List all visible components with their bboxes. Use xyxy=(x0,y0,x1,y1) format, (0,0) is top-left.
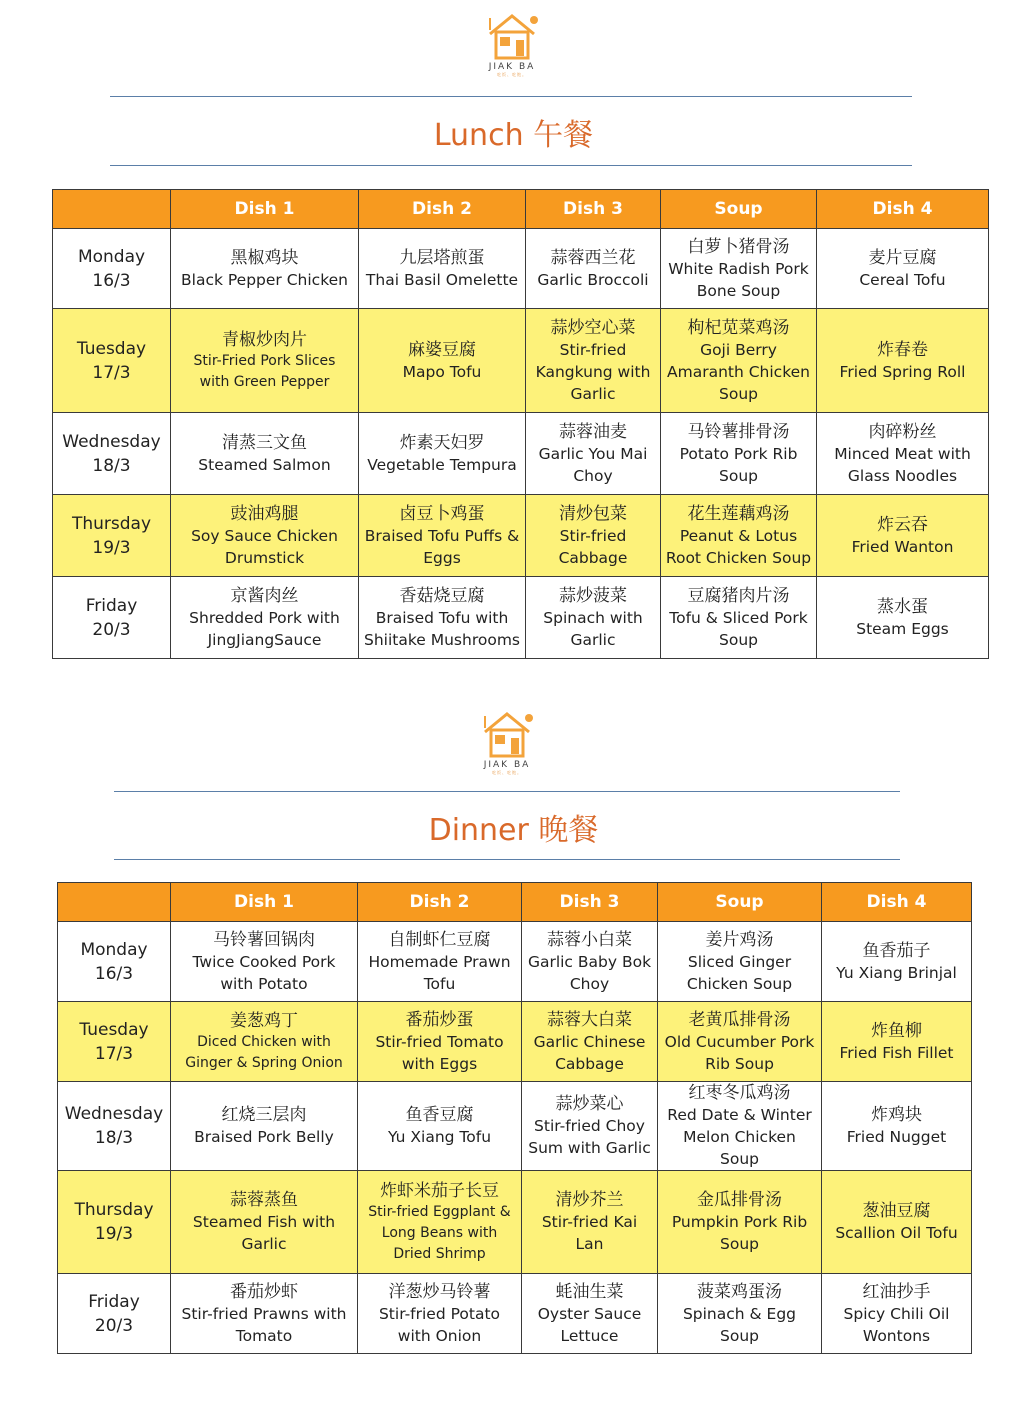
dish-cell xyxy=(171,495,359,577)
dish-name-chinese: 蒸水蛋 xyxy=(877,596,928,617)
dish-cell xyxy=(817,229,989,309)
dish-name-chinese: 马铃薯回锅肉 xyxy=(213,929,315,950)
day-date: 17/3 xyxy=(94,1043,134,1064)
dish-name-chinese: 清炒包菜 xyxy=(559,503,627,524)
column-header: Dish 4 xyxy=(817,190,989,229)
dish-cell xyxy=(359,413,526,495)
column-header: Soup xyxy=(661,190,817,229)
dish-cell xyxy=(171,1171,358,1274)
brand-logo xyxy=(467,708,547,776)
dish-name-english: Red Date & Winter Melon Chicken Soup xyxy=(667,1106,812,1168)
dish-name-chinese: 豉油鸡腿 xyxy=(230,503,299,524)
dish-cell xyxy=(358,1171,522,1274)
dish-name-chinese: 葱油豆腐 xyxy=(862,1201,931,1221)
day-cell xyxy=(58,922,171,1002)
dish-name-english: Garlic You Mai Choy xyxy=(538,444,648,485)
dish-name-english: Sliced Ginger Chicken Soup xyxy=(686,952,793,993)
dish-name-chinese: 肉碎粉丝 xyxy=(868,421,937,442)
dish-name-chinese: 枸杞苋菜鸡汤 xyxy=(687,317,790,338)
dish-cell xyxy=(171,577,359,659)
table-header-row xyxy=(58,883,972,922)
dish-name-chinese: 九层塔煎蛋 xyxy=(399,247,485,268)
dish-cell xyxy=(822,1171,972,1274)
dish-name-chinese: 红烧三层肉 xyxy=(221,1105,307,1125)
dish-cell xyxy=(171,1082,358,1171)
dish-name-chinese: 炸云吞 xyxy=(877,514,928,535)
dish-cell xyxy=(822,1002,972,1082)
dish-name-chinese: 花生莲藕鸡汤 xyxy=(687,503,790,524)
dish-cell xyxy=(522,1082,658,1171)
dish-cell xyxy=(358,1274,522,1354)
column-header: Dish 4 xyxy=(822,883,972,922)
dish-cell xyxy=(661,309,817,413)
day-date: 18/3 xyxy=(94,1128,134,1148)
column-header: Dish 1 xyxy=(171,190,359,229)
divider xyxy=(110,96,912,97)
dish-name-chinese: 黑椒鸡块 xyxy=(230,247,299,268)
dish-cell xyxy=(658,922,822,1002)
day-name: Monday xyxy=(77,246,146,267)
dish-name-english: Yu Xiang Tofu xyxy=(387,1128,492,1146)
menu-row xyxy=(58,1171,972,1274)
menu-row xyxy=(53,309,989,413)
dish-cell xyxy=(359,577,526,659)
column-header: Dish 3 xyxy=(526,190,661,229)
dish-name-english: White Radish Pork Bone Soup xyxy=(668,259,809,300)
dish-name-chinese: 鱼香豆腐 xyxy=(405,1105,474,1125)
dish-name-chinese: 姜葱鸡丁 xyxy=(230,1010,298,1031)
column-header: Dish 2 xyxy=(359,190,526,229)
dish-name-english: Spinach with Garlic xyxy=(543,608,643,649)
brand-name: JIAK BA xyxy=(488,62,536,72)
dish-cell xyxy=(526,309,661,413)
dish-name-chinese: 炸虾米茄子长豆 xyxy=(380,1180,499,1201)
dish-name-english: Stir-fried Prawns with Tomato xyxy=(181,1304,347,1345)
dish-name-chinese: 自制虾仁豆腐 xyxy=(388,929,491,950)
dish-name-english: Steamed Fish with Garlic xyxy=(192,1213,336,1253)
dish-name-english: Mapo Tofu xyxy=(402,362,482,381)
dish-name-english: Stir-fried Kangkung with Garlic xyxy=(535,340,651,403)
menu-row xyxy=(58,922,972,1002)
dish-name-chinese: 蒜蓉大白菜 xyxy=(547,1009,632,1030)
dish-name-chinese: 番茄炒蛋 xyxy=(405,1009,474,1030)
dish-cell xyxy=(822,1274,972,1354)
dish-cell xyxy=(171,413,359,495)
dish-name-english: Braised Pork Belly xyxy=(194,1128,334,1146)
dish-cell xyxy=(526,413,661,495)
dish-name-chinese: 菠菜鸡蛋汤 xyxy=(697,1281,782,1302)
dish-cell xyxy=(526,577,661,659)
dish-cell xyxy=(359,495,526,577)
day-cell xyxy=(53,413,171,495)
dish-name-english: Stir-Fried Pork Slices with Green Pepper xyxy=(193,352,336,390)
day-name: Thursday xyxy=(71,513,152,534)
day-cell xyxy=(58,1082,171,1171)
dish-name-english: Fried Nugget xyxy=(846,1128,947,1146)
dish-name-english: Steam Eggs xyxy=(856,619,949,638)
dish-name-english: Black Pepper Chicken xyxy=(181,270,348,289)
dish-name-chinese: 蒜蓉蒸鱼 xyxy=(230,1190,298,1210)
house-utensils-icon xyxy=(477,708,537,760)
column-header xyxy=(53,190,171,229)
dish-name-english: Steamed Salmon xyxy=(198,455,331,474)
day-name: Tuesday xyxy=(76,338,147,359)
column-header: Soup xyxy=(658,883,822,922)
dish-cell xyxy=(359,229,526,309)
dish-name-english: Goji Berry Amaranth Chicken Soup xyxy=(667,340,810,403)
day-name: Thursday xyxy=(74,1200,154,1220)
dish-name-chinese: 姜片鸡汤 xyxy=(705,929,774,950)
dish-name-english: Vegetable Tempura xyxy=(367,455,517,474)
dish-name-english: Stir-fried Cabbage xyxy=(558,526,628,567)
dish-name-chinese: 白萝卜猪骨汤 xyxy=(687,236,790,257)
dish-name-english: Oyster Sauce Lettuce xyxy=(537,1304,642,1345)
day-date: 19/3 xyxy=(92,537,131,558)
dish-name-chinese: 炸鱼柳 xyxy=(871,1020,922,1041)
dish-cell xyxy=(522,1274,658,1354)
menu-row xyxy=(53,495,989,577)
day-date: 19/3 xyxy=(94,1224,134,1244)
dish-name-english: Stir-fried Kai Lan xyxy=(541,1213,638,1253)
dish-name-chinese: 豆腐猪肉片汤 xyxy=(687,585,790,606)
day-cell xyxy=(58,1002,171,1082)
dish-name-english: Soy Sauce Chicken Drumstick xyxy=(191,526,338,567)
day-cell xyxy=(53,577,171,659)
day-cell xyxy=(58,1171,171,1274)
dish-name-chinese: 香菇烧豆腐 xyxy=(399,585,485,606)
dish-name-english: Homemade Prawn Tofu xyxy=(368,952,511,993)
dish-name-chinese: 红枣冬瓜鸡汤 xyxy=(688,1083,791,1103)
dish-cell xyxy=(817,309,989,413)
dish-cell xyxy=(658,1002,822,1082)
dish-name-english: Garlic Broccoli xyxy=(537,270,649,289)
dish-name-chinese: 蒜炒菠菜 xyxy=(559,585,627,606)
dish-name-chinese: 番茄炒虾 xyxy=(230,1281,298,1302)
dish-name-english: Potato Pork Rib Soup xyxy=(679,444,798,485)
dish-cell xyxy=(817,413,989,495)
dish-name-english: Scallion Oil Tofu xyxy=(835,1224,958,1242)
dish-name-english: Thai Basil Omelette xyxy=(365,270,519,289)
dish-cell xyxy=(661,495,817,577)
day-date: 18/3 xyxy=(92,455,131,476)
brand-logo xyxy=(472,10,552,78)
dish-name-chinese: 卤豆卜鸡蛋 xyxy=(399,503,485,524)
day-cell xyxy=(53,495,171,577)
menu-row xyxy=(53,577,989,659)
menu-row xyxy=(58,1082,972,1171)
lunch-menu-table xyxy=(52,189,989,659)
dish-name-chinese: 蒜蓉小白菜 xyxy=(547,929,632,950)
day-name: Wednesday xyxy=(62,431,161,452)
dish-name-chinese: 炸鸡块 xyxy=(871,1105,922,1125)
day-date: 17/3 xyxy=(92,362,131,383)
brand-name: JIAK BA xyxy=(483,760,531,770)
dish-name-english: Old Cucumber Pork Rib Soup xyxy=(664,1032,815,1073)
dish-cell xyxy=(817,495,989,577)
dish-name-chinese: 金瓜排骨汤 xyxy=(697,1190,782,1210)
dish-cell xyxy=(171,309,359,413)
dish-name-english: Spicy Chili Oil Wontons xyxy=(843,1304,950,1345)
day-date: 20/3 xyxy=(92,619,131,640)
brand-tagline: 吃饭、吃饱。 xyxy=(492,770,522,775)
dish-cell xyxy=(358,922,522,1002)
dish-name-english: Braised Tofu Puffs & Eggs xyxy=(364,526,520,567)
dish-name-chinese: 麻婆豆腐 xyxy=(408,339,476,360)
dish-name-english: Pumpkin Pork Rib Soup xyxy=(671,1213,808,1253)
dish-cell xyxy=(822,1082,972,1171)
dinner-menu-table xyxy=(57,882,972,1354)
lunch-title: Lunch 午餐 xyxy=(433,118,594,153)
day-name: Monday xyxy=(80,939,148,960)
dish-cell xyxy=(661,413,817,495)
day-name: Tuesday xyxy=(79,1019,149,1040)
dish-name-english: Braised Tofu with Shiitake Mushrooms xyxy=(363,608,520,649)
dish-cell xyxy=(522,1171,658,1274)
dish-name-english: Stir-fried Choy Sum with Garlic xyxy=(528,1117,651,1157)
dish-cell xyxy=(522,922,658,1002)
dish-cell xyxy=(526,495,661,577)
dinner-title: Dinner 晚餐 xyxy=(428,813,599,848)
column-header: Dish 3 xyxy=(522,883,658,922)
dish-cell xyxy=(359,309,526,413)
menu-row xyxy=(53,229,989,309)
dish-name-chinese: 蒜炒空心菜 xyxy=(550,317,636,338)
dish-name-english: Stir-fried Potato with Onion xyxy=(378,1304,501,1345)
dish-cell xyxy=(526,229,661,309)
dish-name-english: Garlic Baby Bok Choy xyxy=(527,952,652,993)
dish-name-chinese: 红油抄手 xyxy=(862,1281,931,1302)
dish-name-chinese: 鱼香茄子 xyxy=(862,940,931,961)
dish-name-english: Cereal Tofu xyxy=(859,270,946,289)
dish-name-chinese: 老黄瓜排骨汤 xyxy=(688,1009,791,1030)
dish-name-english: Minced Meat with Glass Noodles xyxy=(834,444,971,485)
column-header: Dish 2 xyxy=(358,883,522,922)
day-name: Friday xyxy=(88,1291,140,1312)
day-name: Friday xyxy=(85,595,138,616)
divider xyxy=(114,791,900,792)
dish-name-english: Spinach & Egg Soup xyxy=(682,1304,797,1345)
table-header-row xyxy=(53,190,989,229)
dish-cell xyxy=(358,1082,522,1171)
dish-name-english: Diced Chicken with Ginger & Spring Onion xyxy=(185,1033,343,1071)
dish-name-chinese: 马铃薯排骨汤 xyxy=(687,421,790,442)
dish-cell xyxy=(171,1274,358,1354)
dish-cell xyxy=(658,1274,822,1354)
divider xyxy=(114,859,900,860)
dish-name-english: Garlic Chinese Cabbage xyxy=(533,1032,646,1073)
column-header xyxy=(58,883,171,922)
dish-name-chinese: 青椒炒肉片 xyxy=(222,329,307,350)
divider xyxy=(110,165,912,166)
dish-name-english: Fried Wanton xyxy=(851,537,954,556)
day-cell xyxy=(53,229,171,309)
dish-name-chinese: 蒜蓉油麦 xyxy=(559,421,627,442)
brand-tagline: 吃饭、吃饱。 xyxy=(497,72,527,77)
dish-cell xyxy=(358,1002,522,1082)
dish-name-chinese: 蒜蓉西兰花 xyxy=(550,247,636,268)
day-date: 16/3 xyxy=(92,270,131,291)
dish-name-english: Peanut & Lotus Root Chicken Soup xyxy=(665,526,812,567)
dish-cell xyxy=(522,1002,658,1082)
dish-name-chinese: 麦片豆腐 xyxy=(868,247,937,268)
dish-name-chinese: 蚝油生菜 xyxy=(555,1281,624,1302)
dish-cell xyxy=(171,922,358,1002)
menu-row xyxy=(53,413,989,495)
dish-name-english: Stir-fried Tomato with Eggs xyxy=(375,1032,504,1073)
dish-cell xyxy=(658,1082,822,1171)
dish-name-chinese: 蒜炒菜心 xyxy=(555,1094,624,1114)
dish-cell xyxy=(822,922,972,1002)
day-date: 20/3 xyxy=(94,1315,134,1336)
dish-name-chinese: 清蒸三文鱼 xyxy=(222,432,307,453)
day-cell xyxy=(58,1274,171,1354)
dish-cell xyxy=(171,1002,358,1082)
dish-name-chinese: 京酱肉丝 xyxy=(230,585,299,606)
day-cell xyxy=(53,309,171,413)
menu-row xyxy=(58,1002,972,1082)
dish-cell xyxy=(661,229,817,309)
dish-name-english: Stir-fried Eggplant & Long Beans with Dried Shrimp xyxy=(368,1203,511,1262)
dish-cell xyxy=(658,1171,822,1274)
dish-name-english: Yu Xiang Brinjal xyxy=(836,963,957,982)
dish-name-english: Shredded Pork with JingJiangSauce xyxy=(189,608,340,649)
dish-name-english: Twice Cooked Pork with Potato xyxy=(192,952,336,993)
dish-cell xyxy=(171,229,359,309)
column-header: Dish 1 xyxy=(171,883,358,922)
dish-name-chinese: 炸素天妇罗 xyxy=(399,432,485,453)
dish-cell xyxy=(817,577,989,659)
dish-name-chinese: 炸春卷 xyxy=(877,339,928,360)
menu-row xyxy=(58,1274,972,1354)
dish-cell xyxy=(661,577,817,659)
dish-name-chinese: 洋葱炒马铃薯 xyxy=(388,1281,491,1302)
day-date: 16/3 xyxy=(94,963,134,984)
day-name: Wednesday xyxy=(64,1104,164,1124)
house-utensils-icon xyxy=(482,10,542,62)
dish-name-english: Tofu & Sliced Pork Soup xyxy=(669,608,808,649)
dish-name-chinese: 清炒芥兰 xyxy=(555,1190,624,1210)
dish-name-english: Fried Spring Roll xyxy=(839,362,966,381)
dish-name-english: Fried Fish Fillet xyxy=(839,1043,954,1062)
